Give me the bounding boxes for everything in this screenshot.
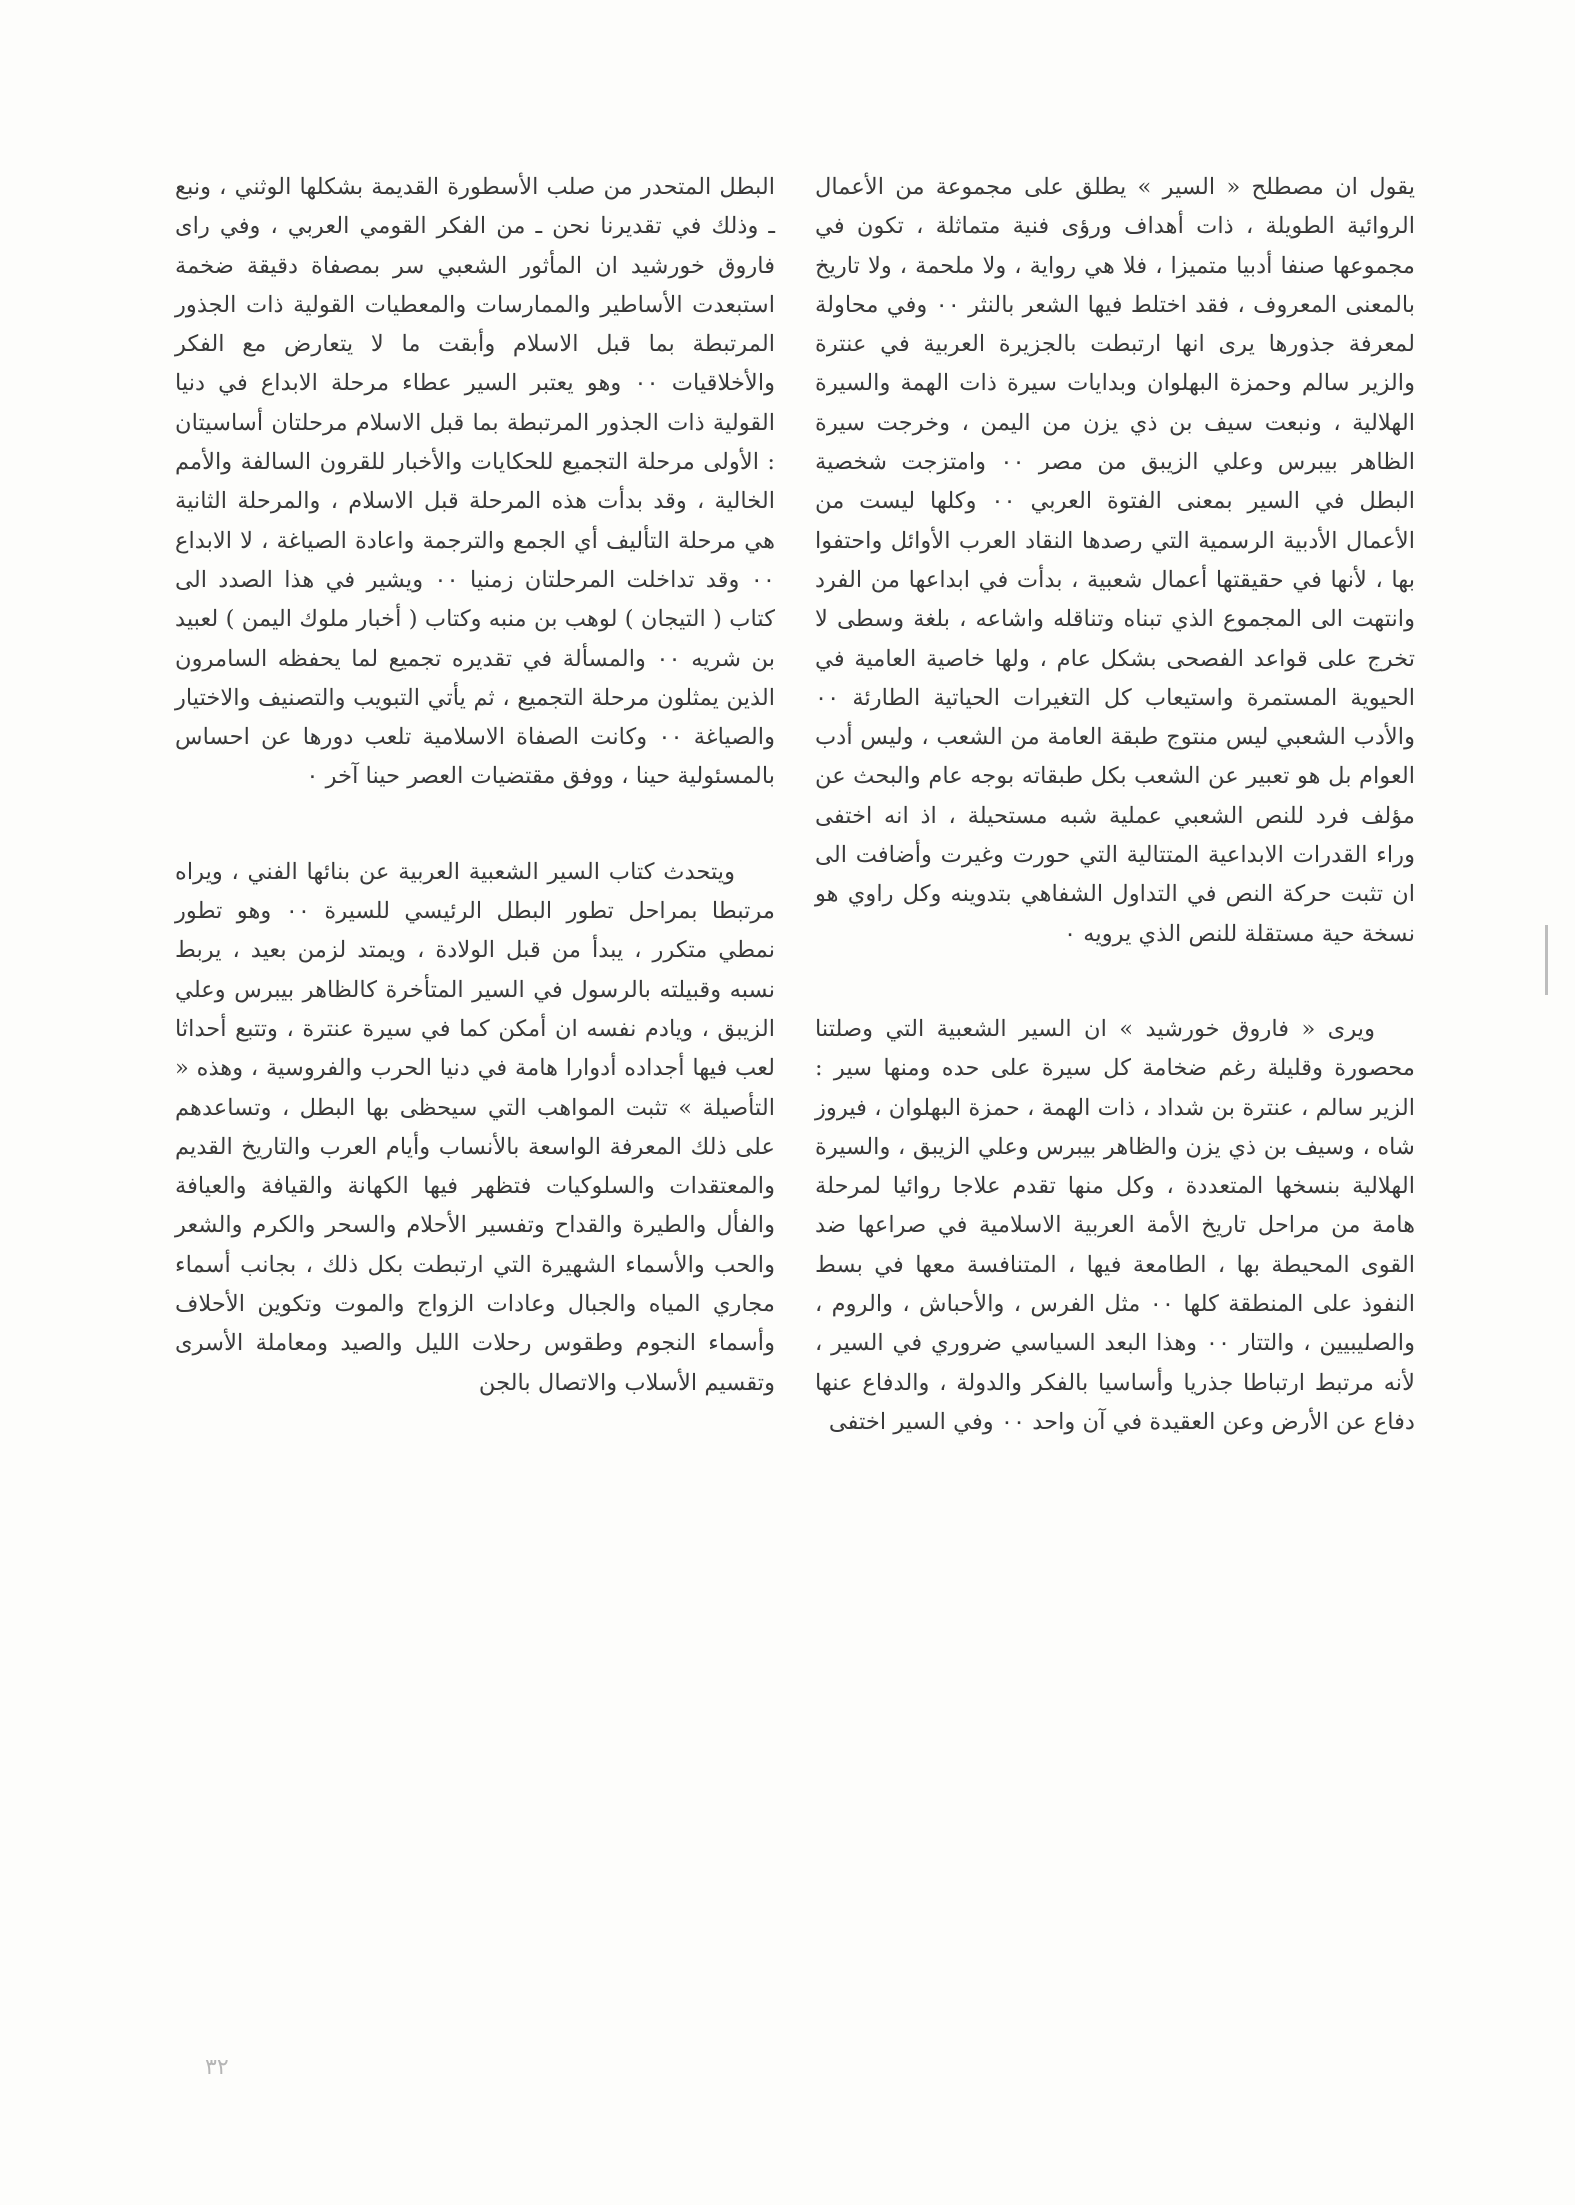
right-column	[815, 168, 1415, 2038]
page-number: ٣٢	[205, 2055, 229, 2080]
left-column	[175, 168, 775, 2038]
left-paragraph-2: ويتحدث كتاب السير الشعبية العربية عن بنائها الفني ، ويراه مرتبطا بمراحل تطور البطل الرئيسي للسيرة ٠٠ وهو تطور نمطي متكرر ، يبدأ من قبل الولادة ، ويمتد لزمن بعيد ، يربط نسبه وقبيلته بالرسول في السير المتأخرة كالظاهر بيبرس وعلي الزيبق ، ويادم نفسه ان أمكن كما في سيرة عنترة ، وتتبع أحداثا لعب فيها أجداده أدوارا هامة في دنيا الحرب والفروسية ، وهذه « التأصيلة » تثبت المواهب التي سيحظى بها البطل ، وتساعدهم على ذلك المعرفة الواسعة بالأنساب وأيام العرب والتاريخ القديم والمعتقدات والسلوكيات فتظهر فيها الكهانة والقيافة والعيافة والفأل والطيرة والقداح وتفسير الأحلام والسحر والكرم والشعر والحب والأسماء الشهيرة التي ارتبطت بكل ذلك ، بجانب أسماء مجاري المياه والجبال وعادات الزواج والموت وتكوين الأحلاف وأسماء النجوم وطقوس رحلات الليل والصيد ومعاملة الأسرى وتقسيم الأسلاب والاتصال بالجن	[175, 858, 776, 1396]
right-paragraph-1: يقول ان مصطلح « السير » يطلق على مجموعة من الأعمال الروائية الطويلة ، ذات أهداف ورؤى فنية متماثلة ، تكون في مجموعها صنفا أدبيا متميزا ، فلا هي رواية ، ولا ملحمة ، ولا تاريخ بالمعنى المعروف ، فقد اختلط فيها الشعر بالنثر ٠٠ وفي محاولة لمعرفة جذورها يرى انها ارتبطت بالجزيرة العربية في عنترة والزير سالم وحمزة البهلوان وبدايات سيرة ذات الهمة والسيرة الهلالية ، ونبعت سيف بن ذي يزن من اليمن ، وخرجت سيرة الظاهر بيبرس وعلي الزيبق من مصر ٠٠ وامتزجت شخصية البطل في السير بمعنى الفتوة العربي ٠٠ وكلها ليست من الأعمال الأدبية الرسمية التي رصدها النقاد العرب الأوائل واحتفوا بها ، لأنها في حقيقتها أعمال شعبية ، بدأت في ابداعها من الفرد وانتهت الى المجموع الذي تبناه وتناقله واشاعه ، بلغة وسطى لا تخرج على قواعد الفصحى بشكل عام ، ولها خاصية العامية في الحيوية المستمرة واستيعاب كل التغيرات الحياتية الطارئة ٠٠ والأدب الشعبي ليس منتوج طبقة العامة من الشعب ، وليس أدب العوام بل هو تعبير عن الشعب بكل طبقاته بوجه عام والبحث عن مؤلف فرد للنص الشعبي عملية شبه مستحيلة ، اذ انه اختفى وراء القدرات الابداعية المتتالية التي حورت وغيرت وأضافت الى ان تثبت حركة النص في التداول الشفاهي بتدوينه وكل راوي هو نسخة حية مستقلة للنص الذي يرويه ٠	[815, 174, 1416, 947]
left-paragraph-1: البطل المتحدر من صلب الأسطورة القديمة بشكلها الوثني ، ونبع ـ وذلك في تقديرنا نحن ـ من الفكر القومي العربي ، وفي راى فاروق خورشيد ان المأثور الشعبي سر بمصفاة دقيقة ضخمة استبعدت الأساطير والممارسات والمعطيات القولية ذات الجذور المرتبطة بما قبل الاسلام وأبقت ما لا يتعارض مع الفكر والأخلاقيات ٠٠ وهو يعتبر السير عطاء مرحلة الابداع في دنيا القولية ذات الجذور المرتبطة بما قبل الاسلام مرحلتان أساسيتان : الأولى مرحلة التجميع للحكايات والأخبار للقرون السالفة والأمم الخالية ، وقد بدأت هذه المرحلة قبل الاسلام ، والمرحلة الثانية هي مرحلة التأليف أي الجمع والترجمة واعادة الصياغة ، لا الابداع ٠٠ وقد تداخلت المرحلتان زمنيا ٠٠ ويشير في هذا الصدد الى كتاب ( التيجان ) لوهب بن منبه وكتاب ( أخبار ملوك اليمن ) لعبيد بن شريه ٠٠ والمسألة في تقديره تجميع لما يحفظه السامرون الذين يمثلون مرحلة التجميع ، ثم يأتي التبويب والتصنيف والاختيار والصياغة ٠٠ وكانت الصفاة الاسلامية تلعب دورها عن احساس بالمسئولية حينا ، ووفق مقتضيات العصر حينا آخر ٠	[175, 174, 776, 790]
right-paragraph-2: ويرى « فاروق خورشيد » ان السير الشعبية التي وصلتنا محصورة وقليلة رغم ضخامة كل سيرة على حده ومنها سير : الزير سالم ، عنترة بن شداد ، ذات الهمة ، حمزة البهلوان ، فيروز شاه ، وسيف بن ذي يزن والظاهر بيبرس وعلي الزيبق ، والسيرة الهلالية بنسخها المتعددة ، وكل منها تقدم علاجا روائيا لمرحلة هامة من مراحل تاريخ الأمة العربية الاسلامية في صراعها ضد القوى المحيطة بها ، الطامعة فيها ، المتنافسة معها في بسط النفوذ على المنطقة كلها ٠٠ مثل الفرس ، والأحباش ، والروم ، والصليبيين ، والتتار ٠٠ وهذا البعد السياسي ضروري في السير ، لأنه مرتبط ارتباطا جذريا وأساسيا بالفكر والدولة ، والدفاع عنها دفاع عن الأرض وعن العقيدة في آن واحد ٠٠ وفي السير اختفى	[815, 1015, 1415, 1435]
scan-mark	[1545, 925, 1548, 995]
